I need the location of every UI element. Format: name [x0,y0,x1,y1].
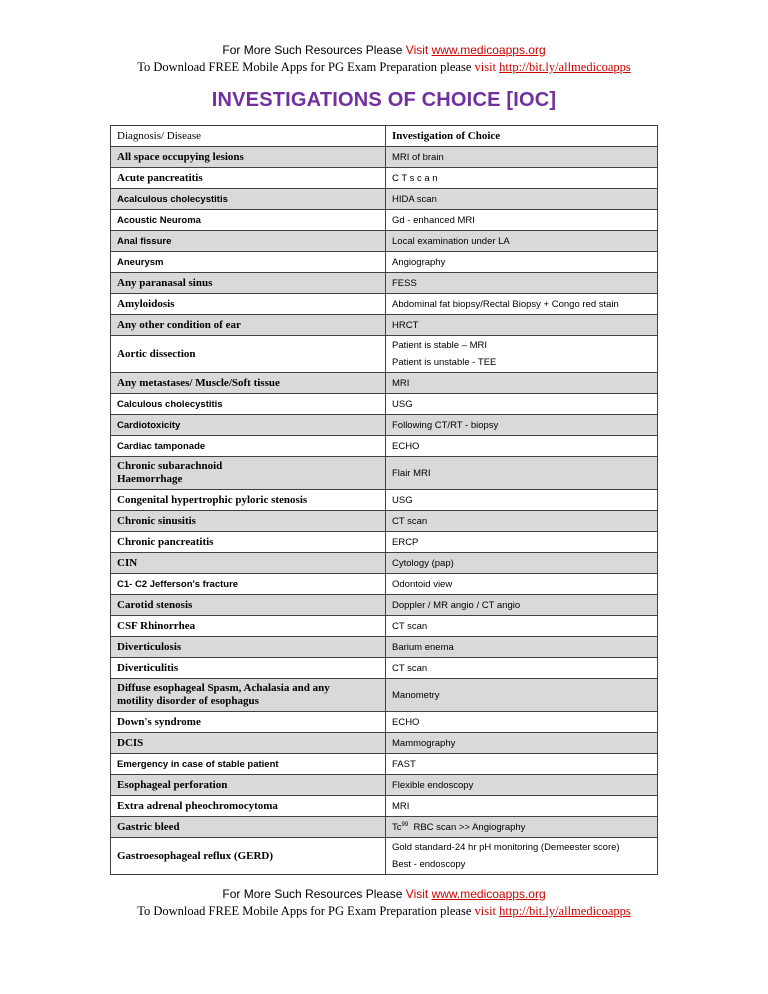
investigation-cell: Gold standard-24 hr pH monitoring (Demeester score) Best - endoscopy [386,838,658,875]
promo-line-1: For More Such Resources Please Visit www.medicoapps.org [222,43,546,57]
table-row [111,394,658,415]
table-row [111,231,658,252]
table-row [111,511,658,532]
header-investigation: Investigation of Choice [386,126,658,147]
bottom-promo-banner [0,886,768,920]
diagnosis-cell: Gastric bleed [111,817,386,838]
investigation-cell: USG [386,490,658,511]
table-row [111,436,658,457]
header-diagnosis: Diagnosis/ Disease [111,126,386,147]
table-row [111,553,658,574]
investigation-cell: HIDA scan [386,189,658,210]
page-title: INVESTIGATIONS OF CHOICE [IOC] [211,89,557,111]
investigation-cell: HRCT [386,315,658,336]
table-row [111,679,658,712]
table-row [111,273,658,294]
allmedicoapps-link[interactable]: http://bit.ly/allmedicoapps [499,60,631,74]
top-promo-banner [0,42,768,76]
investigation-cell: Tc$^{99}$ RBC scan >> Angiography [386,817,658,838]
diagnosis-cell: Amyloidosis [111,294,386,315]
table-row [111,336,658,373]
diagnosis-cell: Esophageal perforation [111,775,386,796]
table-row [111,147,658,168]
promo-line-2: To Download FREE Mobile Apps for PG Exam Preparation please visit http://bit.ly/allmedicoapps [137,904,631,918]
table-row [111,733,658,754]
investigation-cell: Flexible endoscopy [386,775,658,796]
ioc-table [110,125,658,875]
diagnosis-cell: Gastroesophageal reflux (GERD) [111,838,386,875]
medicoapps-link[interactable]: www.medicoapps.org [431,887,546,901]
investigation-cell: Patient is stable – MRI Patient is unstable - TEE [386,336,658,373]
diagnosis-cell: Down's syndrome [111,712,386,733]
investigation-cell: MRI of brain [386,147,658,168]
diagnosis-cell: Any other condition of ear [111,315,386,336]
diagnosis-cell: Any metastases/ Muscle/Soft tissue [111,373,386,394]
investigation-cell: Cytology (pap) [386,553,658,574]
table-row [111,532,658,553]
investigation-cell: Local examination under LA [386,231,658,252]
investigation-cell: CT scan [386,616,658,637]
table-row [111,838,658,875]
diagnosis-cell: Carotid stenosis [111,595,386,616]
table-row [111,294,658,315]
diagnosis-cell: Cardiotoxicity [111,415,386,436]
investigation-cell: Gd - enhanced MRI [386,210,658,231]
diagnosis-cell: Diffuse esophageal Spasm, Achalasia and any motility disorder of esophagus [111,679,386,712]
table-row [111,373,658,394]
promo-line-1: For More Such Resources Please Visit www.medicoapps.org [222,887,546,901]
investigation-cell: MRI [386,796,658,817]
table-row [111,210,658,231]
diagnosis-cell: C1- C2 Jefferson's fracture [111,574,386,595]
investigation-cell: FAST [386,754,658,775]
diagnosis-cell: Chronic sinusitis [111,511,386,532]
diagnosis-cell: Extra adrenal pheochromocytoma [111,796,386,817]
diagnosis-cell: CSF Rhinorrhea [111,616,386,637]
medicoapps-link[interactable]: www.medicoapps.org [431,43,546,57]
investigation-cell: Manometry [386,679,658,712]
table-row [111,574,658,595]
table-row [111,616,658,637]
diagnosis-cell: Anal fissure [111,231,386,252]
allmedicoapps-link[interactable]: http://bit.ly/allmedicoapps [499,904,631,918]
investigation-cell: Flair MRI [386,457,658,490]
investigation-cell: Barium enema [386,637,658,658]
table-row [111,189,658,210]
investigation-cell: Abdominal fat biopsy/Rectal Biopsy + Congo red stain [386,294,658,315]
investigation-cell: USG [386,394,658,415]
investigation-cell: MRI [386,373,658,394]
table-row [111,754,658,775]
investigation-cell: Doppler / MR angio / CT angio [386,595,658,616]
investigation-cell: Odontoid view [386,574,658,595]
table-row [111,712,658,733]
investigation-cell: FESS [386,273,658,294]
table-row [111,315,658,336]
diagnosis-cell: Acoustic Neuroma [111,210,386,231]
table-row [111,490,658,511]
investigation-cell: Mammography [386,733,658,754]
investigation-cell: CT scan [386,511,658,532]
diagnosis-cell: Cardiac tamponade [111,436,386,457]
investigation-cell: CT scan [386,658,658,679]
diagnosis-cell: Aortic dissection [111,336,386,373]
diagnosis-cell: Calculous cholecystitis [111,394,386,415]
diagnosis-cell: Aneurysm [111,252,386,273]
diagnosis-cell: All space occupying lesions [111,147,386,168]
diagnosis-cell: DCIS [111,733,386,754]
diagnosis-cell: Acalculous cholecystitis [111,189,386,210]
table-row [111,595,658,616]
investigation-cell: ECHO [386,712,658,733]
table-row [111,457,658,490]
investigation-cell: Following CT/RT - biopsy [386,415,658,436]
diagnosis-cell: Congenital hypertrophic pyloric stenosis [111,490,386,511]
investigation-cell: C T s c a n [386,168,658,189]
investigation-cell: Angiography [386,252,658,273]
diagnosis-cell: Chronic pancreatitis [111,532,386,553]
table-row [111,252,658,273]
table-row [111,637,658,658]
promo-line-2: To Download FREE Mobile Apps for PG Exam Preparation please visit http://bit.ly/allmedicoapps [137,60,631,74]
table-row [111,658,658,679]
diagnosis-cell: Diverticulitis [111,658,386,679]
table-row [111,168,658,189]
table-row [111,775,658,796]
diagnosis-cell: Emergency in case of stable patient [111,754,386,775]
diagnosis-cell: Chronic subarachnoid Haemorrhage [111,457,386,490]
diagnosis-cell: CIN [111,553,386,574]
diagnosis-cell: Diverticulosis [111,637,386,658]
diagnosis-cell: Acute pancreatitis [111,168,386,189]
investigation-cell: ECHO [386,436,658,457]
table-header-row [111,126,658,147]
table-row [111,796,658,817]
investigation-cell: ERCP [386,532,658,553]
table-row [111,817,658,838]
diagnosis-cell: Any paranasal sinus [111,273,386,294]
table-row [111,415,658,436]
